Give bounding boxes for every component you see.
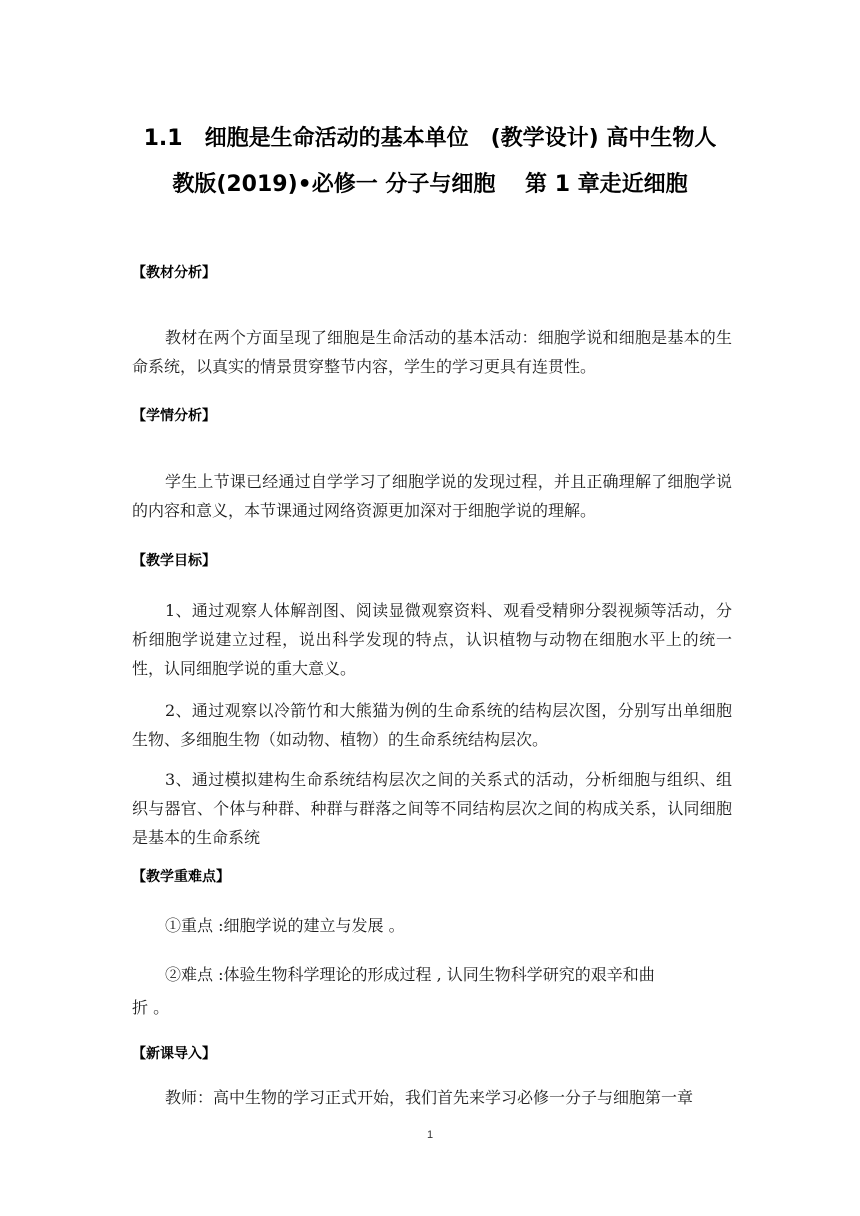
difficult-point-line-1: ②难点 :体验生物科学理论的形成过程 , 认同生物科学研究的艰辛和曲: [165, 965, 655, 984]
document-title-line-1: 1.1 细胞是生命活动的基本单位 (教学设计) 高中生物人: [143, 126, 717, 151]
page-number: 1: [426, 1129, 434, 1141]
heading-student-analysis: 【学情分析】: [132, 408, 216, 424]
paragraph-lesson-intro: 教师：高中生物的学习正式开始，我们首先来学习必修一分子与细胞第一章: [165, 1088, 694, 1107]
document-title-line-2: 教版(2019)•必修一 分子与细胞 第 1 章走近细胞: [172, 172, 688, 197]
heading-textbook-analysis: 【教材分析】: [132, 265, 216, 281]
paragraph-student-analysis: 学生上节课已经通过自学学习了细胞学说的发现过程，并且正确理解了细胞学说的内容和意义，本节课通过网络资源更加深对于细胞学说的理解。: [132, 472, 732, 520]
heading-lesson-intro: 【新课导入】: [132, 1046, 216, 1062]
heading-key-difficult-points: 【教学重难点】: [132, 869, 230, 885]
difficult-point-line-2: 折 。: [132, 998, 170, 1017]
key-point: ①重点 :细胞学说的建立与发展 。: [165, 916, 405, 935]
objective-item-1: 1、通过观察人体解剖图、阅读显微观察资料、观看受精卵分裂视频等活动，分析细胞学说建立过程，说出科学发现的特点，认识植物与动物在细胞水平上的统一性，认同细胞学说的重大意义。: [132, 601, 732, 678]
objective-item-3: 3、通过模拟建构生命系统结构层次之间的关系式的活动，分析细胞与组织、组织与器官、个体与种群、种群与群落之间等不同结构层次之间的构成关系，认同细胞是基本的生命系统: [132, 770, 732, 847]
objective-item-2: 2、通过观察以冷箭竹和大熊猫为例的生命系统的结构层次图，分别写出单细胞生物、多细胞生物（如动物、植物）的生命系统结构层次。: [132, 701, 732, 749]
heading-teaching-objectives: 【教学目标】: [132, 553, 216, 569]
paragraph-textbook-analysis: 教材在两个方面呈现了细胞是生命活动的基本活动：细胞学说和细胞是基本的生命系统，以真实的情景贯穿整节内容，学生的学习更具有连贯性。: [132, 328, 732, 376]
